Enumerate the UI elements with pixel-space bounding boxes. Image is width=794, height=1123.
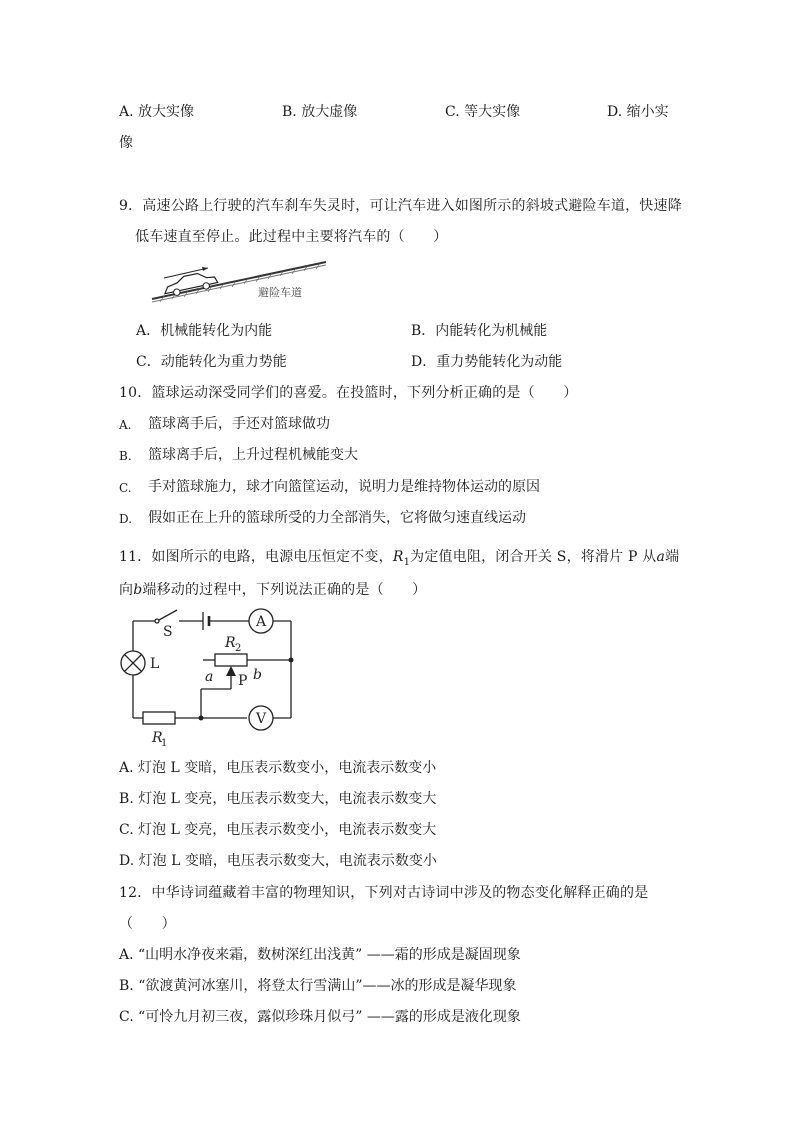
ammeter-label: A xyxy=(256,614,267,630)
q12-option-c: C. “可怜九月初三夜，露似珍珠月似弓” ——露的形成是液化现象 xyxy=(119,1009,521,1025)
q8-option-a: A. 放大实像 xyxy=(119,104,195,120)
q11-stem-line2-pre: 向 xyxy=(119,582,134,598)
lamp-label: L xyxy=(150,656,160,672)
r1-label: R xyxy=(152,730,163,746)
q9-option-d: D．重力势能转化为动能 xyxy=(411,354,563,370)
q10-option-d-letter: D. xyxy=(119,512,133,526)
q9-ramp-figure xyxy=(150,258,330,304)
q10-option-a: 篮球离手后，手还对篮球做功 xyxy=(148,416,330,432)
r2-label: R xyxy=(225,635,236,651)
q11-option-b: B. 灯泡 L 变亮，电压表示数变大，电流表示数变大 xyxy=(119,791,437,807)
switch-blade xyxy=(159,610,177,620)
slider-arrow-icon xyxy=(226,666,236,676)
q8-option-d: D. 缩小实 xyxy=(607,104,669,120)
switch-label: S xyxy=(163,624,173,640)
q12-option-a: A. “山明水净夜来霜，数树深红出浅黄” ——霜的形成是凝固现象 xyxy=(119,947,521,963)
ramp-label: 避险车道 xyxy=(258,286,302,299)
junction-dot xyxy=(289,658,294,663)
q10-option-b-letter: B. xyxy=(119,449,132,463)
q8-option-c: C. 等大实像 xyxy=(445,104,521,120)
q10-option-b: 篮球离手后，上升过程机械能变大 xyxy=(148,447,358,463)
q9-stem-line2: 低车速直至停止。此过程中主要将汽车的（ ） xyxy=(135,229,448,245)
q11-stem-r: R xyxy=(392,549,404,565)
r2-resistor xyxy=(215,654,247,666)
q9-option-c: C．动能转化为重力势能 xyxy=(136,354,287,370)
q11-stem-part2: 为定值电阻，闭合开关 S，将滑片 P 从 xyxy=(410,549,657,565)
end-b-label: b xyxy=(253,667,262,683)
slider-label: P xyxy=(238,673,248,689)
voltmeter-label: V xyxy=(256,711,267,727)
q9-option-b: B．内能转化为机械能 xyxy=(411,323,548,339)
q11-stem-b: b xyxy=(133,582,143,598)
q9-stem-line1: 9．高速公路上行驶的汽车刹车失灵时，可让汽车进入如图所示的斜坡式避险车道，快速降 xyxy=(119,198,682,214)
q11-option-a: A. 灯泡 L 变暗，电压表示数变小，电流表示数变小 xyxy=(119,760,437,776)
q10-option-c: 手对篮球施力，球才向篮筐运动，说明力是维持物体运动的原因 xyxy=(148,479,540,495)
q11-circuit-diagram xyxy=(115,603,300,748)
q11-stem-line2-post: 端移动的过程中，下列说法正确的是（ ） xyxy=(142,582,427,598)
q11-option-c: C. 灯泡 L 变亮，电压表示数变小，电流表示数变大 xyxy=(119,822,437,838)
q10-option-a-letter: A. xyxy=(119,418,132,432)
q11-option-d: D. 灯泡 L 变暗，电压表示数变大，电流表示数变小 xyxy=(119,853,437,869)
r1-resistor xyxy=(143,712,175,724)
r1-subscript: 1 xyxy=(161,738,168,748)
q10-stem: 10．篮球运动深受同学们的喜爱。在投篮时，下列分析正确的是（ ） xyxy=(119,385,578,401)
end-a-label: a xyxy=(205,669,214,685)
q10-option-c-letter: C. xyxy=(119,481,132,495)
q11-stem-a: a xyxy=(656,549,666,565)
junction-dot xyxy=(199,716,204,721)
q12-stem-line1: 12．中华诗词蕴藏着丰富的物理知识，下列对古诗词中涉及的物态变化解释正确的是 xyxy=(119,885,649,901)
r2-subscript: 2 xyxy=(235,643,242,654)
q9-option-a: A．机械能转化为内能 xyxy=(136,323,273,339)
q11-stem-line2 xyxy=(119,581,426,599)
q10-option-d: 假如正在上升的篮球所受的力全部消失，它将做匀速直线运动 xyxy=(148,510,526,526)
q11-stem-r-sub: 1 xyxy=(403,556,411,568)
q8-option-b: B. 放大虚像 xyxy=(282,104,358,120)
q12-option-b: B. “欲渡黄河冰塞川，将登太行雪满山”——冰的形成是凝华现象 xyxy=(119,978,517,994)
q8-option-d-wrap: 像 xyxy=(119,135,133,151)
q11-stem-part1: 11．如图所示的电路，电源电压恒定不变， xyxy=(119,549,393,565)
q12-stem-line2: （ ） xyxy=(119,916,176,932)
q11-stem-line1 xyxy=(119,548,679,572)
q11-stem-part3: 端 xyxy=(665,549,680,565)
